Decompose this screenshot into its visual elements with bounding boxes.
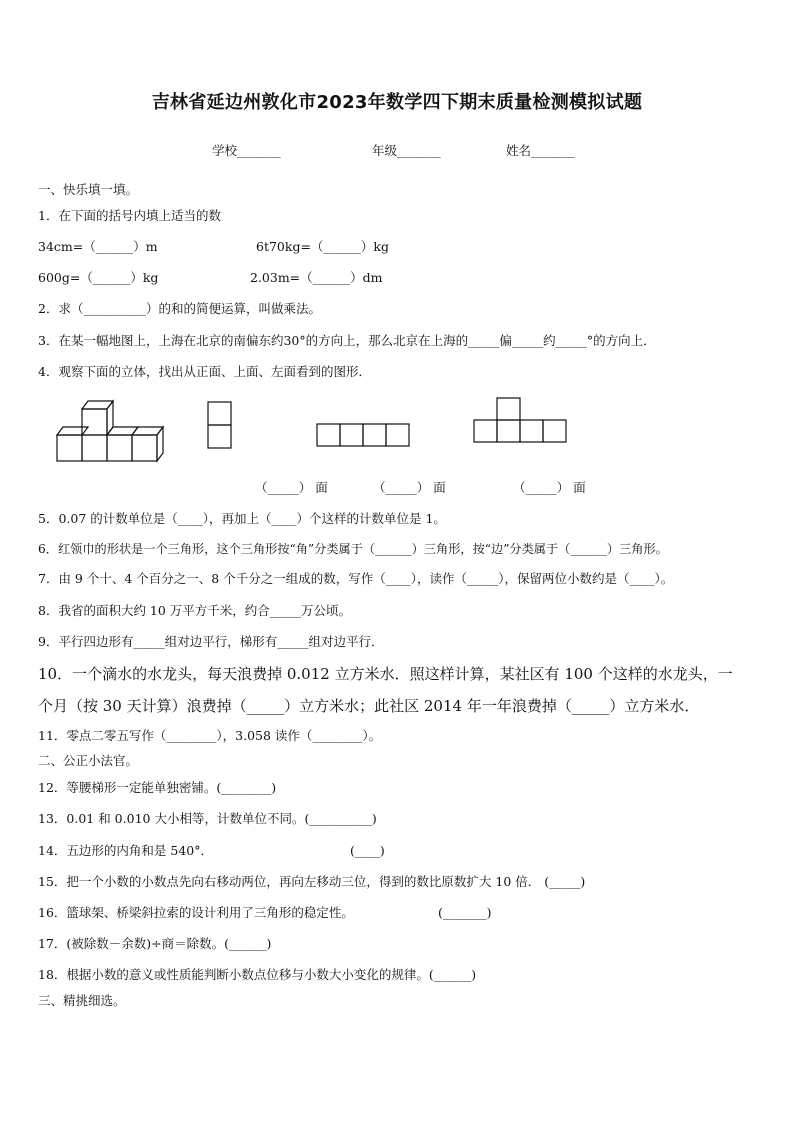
view-label-c: （_____） 面 xyxy=(513,480,586,495)
question-5: 5．0.07 的计数单位是（____），再加上（____）个这样的计数单位是 1。 xyxy=(38,511,446,526)
view-figure-a xyxy=(206,400,234,450)
question-18: 18．根据小数的意义或性质能判断小数点位移与小数大小变化的规律。(______) xyxy=(38,967,477,982)
question-14-blank: (____) xyxy=(350,843,385,858)
question-16: 16．篮球架、桥梁斜拉索的设计利用了三角形的稳定性。 xyxy=(38,905,354,920)
question-15: 15．把一个小数的小数点先向右移动两位，再向左移动三位，得到的数比原数扩大 10 倍． (_____) xyxy=(38,874,586,889)
question-6: 6．红领巾的形状是一个三角形，这个三角形按“角”分类属于（______）三角形，按“边”分类属于（______）三角形。 xyxy=(38,542,668,556)
question-17: 17．(被除数－余数)÷商＝除数。(______) xyxy=(38,936,272,951)
question-8: 8．我省的面积大约 10 万平方千米，约合_____万公顷。 xyxy=(38,603,352,618)
question-7: 7．由 9 个十、4 个百分之一、8 个千分之一组成的数，写作（____），读作（_____），保留两位小数约是（____）。 xyxy=(38,571,674,586)
question-1-d: 2.03m=（______）dm xyxy=(250,270,383,285)
view-label-a: （_____） 面 xyxy=(255,480,328,495)
question-13: 13．0.01 和 0.010 大小相等，计数单位不同。(__________) xyxy=(38,811,377,826)
grade-field: 年级_______ xyxy=(372,143,441,158)
solid-figure xyxy=(55,397,170,463)
question-12: 12．等腰梯形一定能单独密铺。(________) xyxy=(38,780,277,795)
question-16-blank: (_______) xyxy=(438,905,492,920)
school-field: 学校_______ xyxy=(212,143,281,158)
question-10-line-1: 10．一个滴水的水龙头，每天浪费掉 0.012 立方米水．照这样计算，某社区有 100 个这样的水龙头，一 xyxy=(38,665,733,683)
section-2-heading: 二、公正小法官。 xyxy=(38,753,139,768)
question-14: 14．五边形的内角和是 540°． xyxy=(38,843,213,858)
name-field: 姓名_______ xyxy=(506,143,575,158)
view-figure-b xyxy=(315,422,411,448)
question-4: 4．观察下面的立体，找出从正面、上面、左面看到的图形． xyxy=(38,364,371,379)
question-10-line-2: 个月（按 30 天计算）浪费掉（_____）立方米水；此社区 2014 年一年浪费掉（_____）立方米水． xyxy=(38,697,700,715)
question-9: 9．平行四边形有_____组对边平行，梯形有_____组对边平行． xyxy=(38,634,384,649)
section-1-heading: 一、快乐填一填。 xyxy=(38,182,139,197)
view-figure-c xyxy=(472,396,568,444)
question-1-b: 6t70kg=（______）kg xyxy=(256,239,390,254)
question-11: 11．零点二零五写作（________），3.058 读作（________）。 xyxy=(38,728,382,743)
question-3: 3．在某一幅地图上，上海在北京的南偏东约30°的方向上，那么北京在上海的_____偏_____约_____°的方向上． xyxy=(38,333,656,348)
question-2: 2．求（__________）的和的简便运算，叫做乘法。 xyxy=(38,301,321,316)
page-title: 吉林省延边州敦化市2023年数学四下期末质量检测模拟试题 xyxy=(151,92,643,113)
question-1-c: 600g=（______）kg xyxy=(38,270,159,285)
view-label-b: （_____） 面 xyxy=(373,480,446,495)
section-3-heading: 三、精挑细选。 xyxy=(38,993,126,1008)
question-1: 1．在下面的括号内填上适当的数 xyxy=(38,208,221,223)
question-1-a: 34cm=（______）m xyxy=(38,239,158,254)
